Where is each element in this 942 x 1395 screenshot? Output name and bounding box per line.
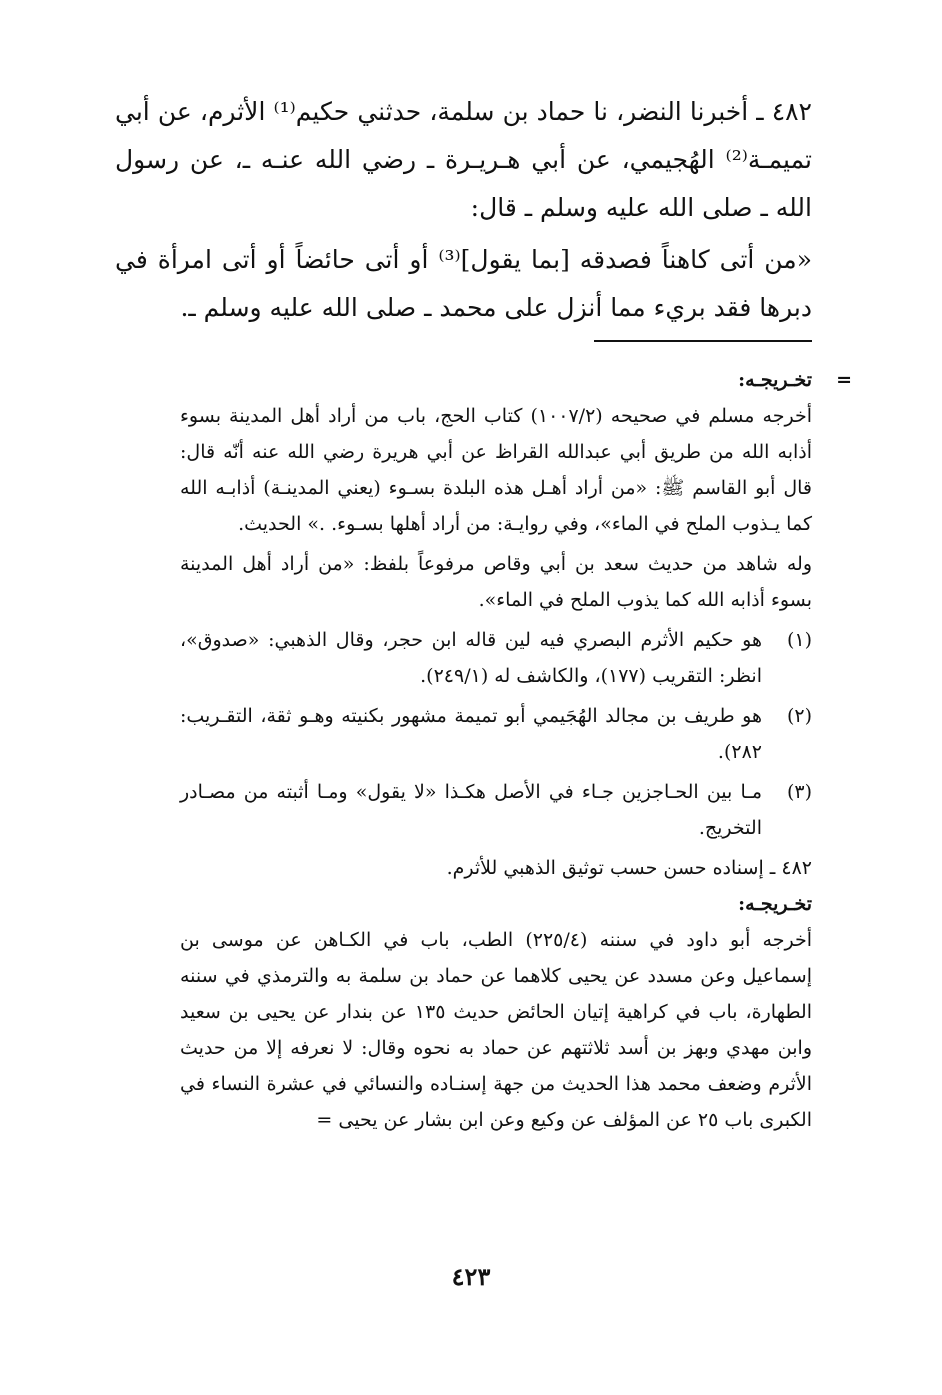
takhrij-paragraph-1: أخرجه مسلم في صحيحه (١٠٠٧/٢) كتاب الحج، باب من أراد أهل المدينة بسوء أذابه الله من طريق أبي عبدالله القراظ عن أبي هريرة رضي الله عنه أنّه قال: قال أبو القاسم ﷺ: «من أراد أهـل هذه البلدة بسـوء (يعني المدينـة) أذابـه الله كما يـذوب الملح في الماء»، وفي روايـة: من أراد أهلها بسـوء. .» الحديث.: [180, 405, 812, 535]
footnote-2-number: (٢): [786, 705, 812, 727]
takhrij-2-text: أخرجه أبو داود في سننه (٢٢٥/٤) الطب، باب في الكـاهن عن موسى بن إسماعيل وعن مسدد عن يحيى كلاهما عن حماد بن سلمة به والترمذي في سننه الطهارة، باب في كراهية إتيان الحائض حديث ١٣٥ عن بندار عن يحيى بن سعيد وابن مهدي وبهز بن أسد ثلاثتهم عن حماد به نحوه وقال: لا نعرفه إلا من حديث الأثرم وضعف محمد هذا الحديث من جهة إسنـاده والنسائي في عشرة النساء في الكبرى باب ٢٥ عن المؤلف عن وكيع وعن ابن بشار عن يحيى =: [180, 929, 812, 1131]
footnote-1-number: (١): [786, 629, 812, 651]
footnote-3-number: (٣): [786, 781, 812, 803]
footnote-3: [180, 774, 812, 846]
footnote-1: [180, 622, 812, 694]
footnote-3-text: مـا بين الحـاجزين جـاء في الأصل هكـذا «لا يقول» ومـا أثبته من مصـادر التخريج.: [180, 781, 762, 839]
page-number: ٤٢٣: [451, 1262, 491, 1291]
main-text: [115, 88, 812, 332]
takhrij-2-heading: تخـريجـه:: [738, 893, 812, 915]
continuation-marker: =: [836, 369, 852, 391]
hadith-isnad: ٤٨٢ ـ أخبرنا النضر، نا حماد بن سلمة، حدثني حكيم⁽¹⁾ الأثرم، عن أبي تميمـة⁽²⁾ الهُجيمي، عن أبي هـريـرة ـ رضي الله عنـه ـ، عن رسول الله ـ صلى الله عليه وسلم ـ قال:: [115, 97, 812, 222]
footnote-1-text: هو حكيم الأثرم البصري فيه لين قاله ابن حجر، وقال الذهبي: «صدوق»، انظر: التقريب (١٧٧)، والكاشف له (٢٤٩/١).: [180, 629, 762, 687]
hadith-matn: «من أتى كاهناً فصدقه [بما يقول]⁽³⁾ أو أتى حائضاً أو أتى امرأة في دبرها فقد بريء مما أنزل على محمد ـ صلى الله عليه وسلم ـ.: [115, 245, 812, 322]
footnotes: [180, 362, 852, 1138]
isnad-482: ٤٨٢ ـ إسناده حسن حسب توثيق الذهبي للأثرم.: [446, 857, 812, 879]
takhrij-heading: = تخـريجـه:: [180, 362, 812, 398]
footnote-separator: [594, 340, 812, 342]
takhrij-paragraph-2: وله شاهد من حديث سعد بن أبي وقاص مرفوعاً بلفظ: «من أراد أهل المدينة بسوء أذابه الله كما يذوب الملح في الماء».: [180, 553, 812, 611]
footnote-2: [180, 698, 812, 770]
footnote-2-text: هو طريف بن مجالد الهُجَيمي أبو تميمة مشهور بكنيته وهـو ثقة، التقـريب: ٢٨٢).: [180, 705, 762, 763]
